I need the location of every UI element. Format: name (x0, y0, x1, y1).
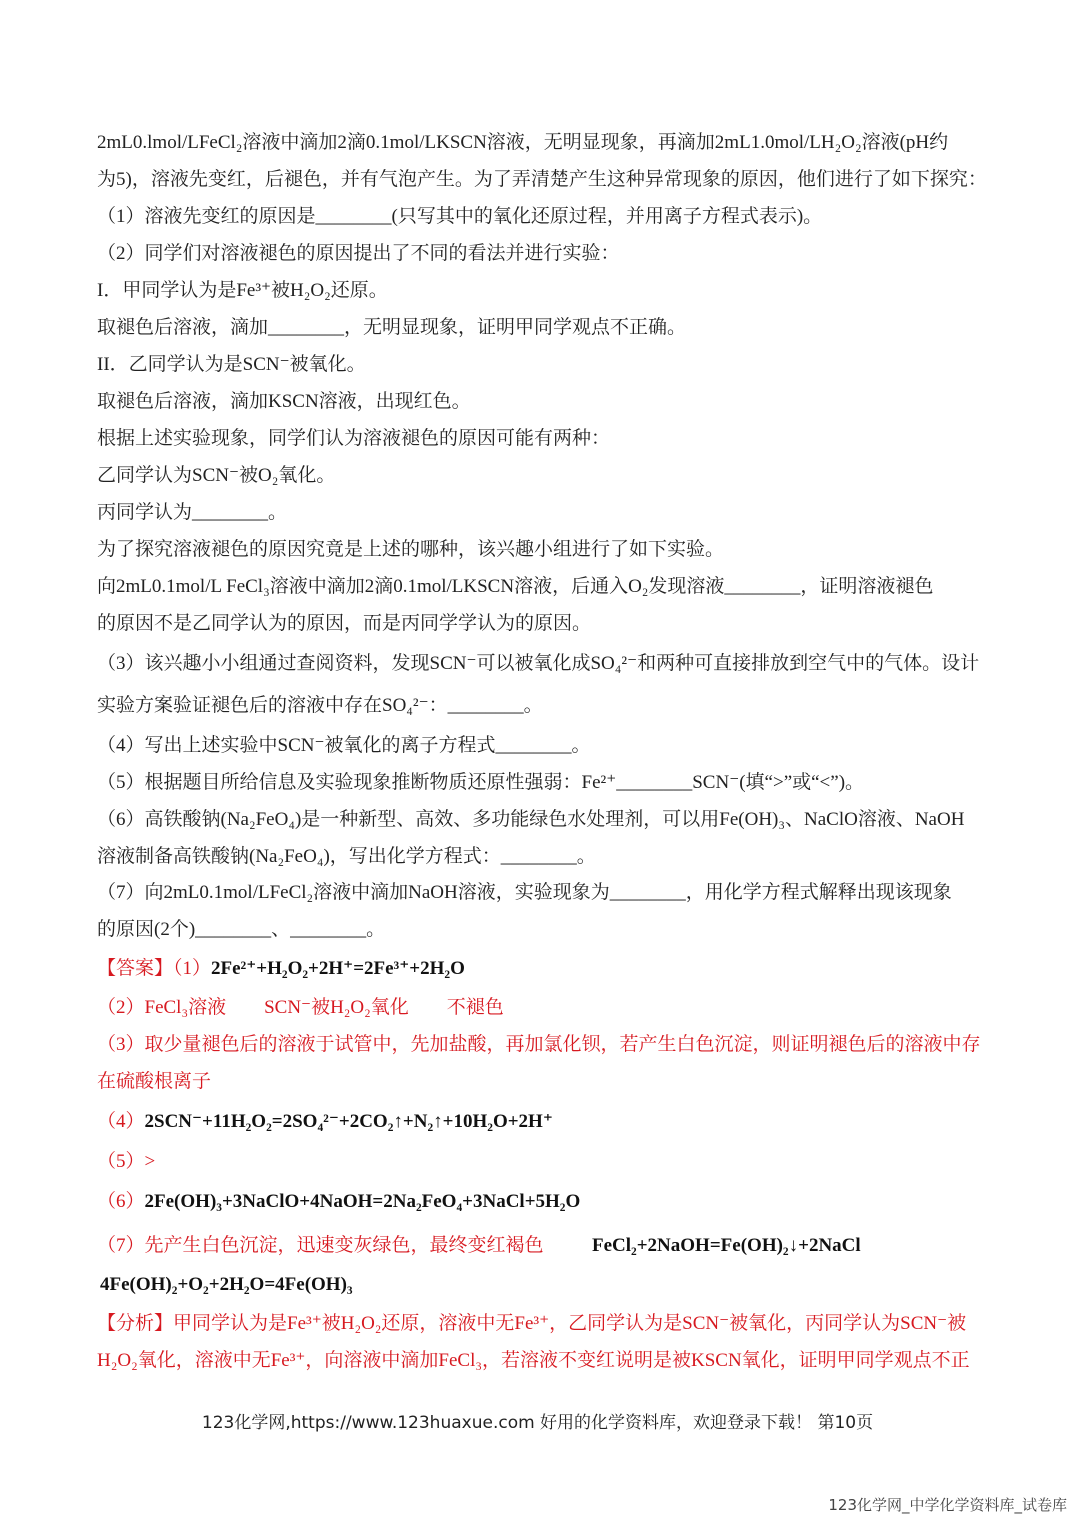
answer-2: （2）FeCl₃溶液 SCN⁻被H₂O₂氧化 不褪色 (97, 997, 504, 1018)
page-footer: 123化学网,https://www.123huaxue.com 好用的化学资料库，欢迎登录下载！ 第10页 (201, 1413, 874, 1433)
q-line-14: 的原因不是乙同学认为的原因，而是丙同学学认为的原因。 (97, 613, 592, 634)
q2-line: （2）同学们对溶液褪色的原因提出了不同的看法并进行实验： (97, 243, 620, 264)
q-line-13: 向2mL0.1mol/L FeCl₃溶液中滴加2滴0.1mol/LKSCN溶液，后通入O₂发现溶液________，证明溶液褪色 (97, 576, 934, 597)
q4-line: （4）写出上述实验中SCN⁻被氧化的离子方程式________。 (97, 735, 591, 756)
q-line-9: 根据上述实验现象，同学们认为溶液褪色的原因可能有两种： (97, 428, 611, 449)
q-line-2: 为5)，溶液先变红，后褪色，并有气泡产生。为了弄清楚产生这种异常现象的原因，他们进行了如下探究： (97, 169, 987, 190)
q7-line-1: （7）向2mL0.1mol/LFeCl₂溶液中滴加NaOH溶液，实验现象为________，用化学方程式解释出现该现象 (97, 882, 952, 903)
q2-ii-test-line: 取褪色后溶液，滴加KSCN溶液，出现红色。 (97, 391, 471, 412)
q3-line-1: （3）该兴趣小小组通过查阅资料，发现SCN⁻可以被氧化成SO₄²⁻和两种可直接排放到空气中的气体。设计 (97, 653, 980, 674)
answer-1-label: 【答案】（1） (97, 958, 212, 979)
answer-4-equation: 2SCN⁻+11H₂O₂=2SO₄²⁻+2CO₂↑+N₂↑+10H₂O+2H⁺ (144, 1111, 553, 1132)
q5-line: （5）根据题目所给信息及实验现象推断物质还原性强弱：Fe²⁺________SCN⁻(填“>”或“<”)。 (97, 772, 865, 793)
q1-line: （1）溶液先变红的原因是________(只写其中的氧化还原过程，并用离子方程式表示)。 (97, 206, 823, 227)
answer-6 (97, 1190, 580, 1214)
answer-3-line-2: 在硫酸根离子 (97, 1071, 212, 1092)
answer-3-line-1: （3）取少量褪色后的溶液于试管中，先加盐酸，再加氯化钡，若产生白色沉淀，则证明褪色后的溶液中存 (97, 1034, 981, 1055)
answer-4-label: （4） (97, 1111, 145, 1132)
analysis-line-1: 【分析】甲同学认为是Fe³⁺被H₂O₂还原，溶液中无Fe³⁺，乙同学认为是SCN⁻被氧化，丙同学认为SCN⁻被 (97, 1313, 967, 1334)
answer-5: （5）> (97, 1151, 156, 1172)
answer-7-equation-1: FeCl₂+2NaOH=Fe(OH)₂↓+2NaCl (592, 1235, 861, 1256)
answer-7-equation-2: 4Fe(OH)₂+O₂+2H₂O=4Fe(OH)₃ (100, 1274, 353, 1295)
q6-line-1: （6）高铁酸钠(Na₂FeO₄)是一种新型、高效、多功能绿色水处理剂，可以用Fe(OH)₃、NaClO溶液、NaOH (97, 809, 965, 830)
q7-line-2: 的原因(2个)________、________。 (97, 919, 386, 940)
q2-ii-line: II．乙同学认为是SCN⁻被氧化。 (97, 354, 366, 375)
answer-7-label: （7）先产生白色沉淀，迅速变灰绿色，最终变红褐色 (97, 1235, 544, 1256)
q-line-12: 为了探究溶液褪色的原因究竟是上述的哪种，该兴趣小组进行了如下实验。 (97, 539, 725, 560)
answer-4 (97, 1110, 553, 1134)
analysis-line-2: H₂O₂氧化，溶液中无Fe³⁺，向溶液中滴加FeCl₃，若溶液不变红说明是被KSCN氧化，证明甲同学观点不正 (97, 1350, 970, 1371)
q-line-1: 2mL0.lmol/LFeCl₂溶液中滴加2滴0.1mol/LKSCN溶液，无明显现象，再滴加2mL1.0mol/LH₂O₂溶液(pH约 (97, 132, 949, 153)
q2-i-line: I．甲同学认为是Fe³⁺被H₂O₂还原。 (97, 280, 388, 301)
q6-line-2: 溶液制备高铁酸钠(Na₂FeO₄)，写出化学方程式：________。 (97, 846, 596, 867)
answer-7 (97, 1234, 544, 1258)
watermark: 123化学网_中学化学资料库_试卷库 (828, 1496, 1067, 1514)
answer-1 (97, 957, 465, 981)
q-line-10: 乙同学认为SCN⁻被O₂氧化。 (97, 465, 336, 486)
q3-line-2: 实验方案验证褪色后的溶液中存在SO₄²⁻：________。 (97, 695, 543, 716)
answer-1-equation: 2Fe²⁺+H₂O₂+2H⁺=2Fe³⁺+2H₂O (211, 958, 465, 979)
answer-6-label: （6） (97, 1191, 145, 1212)
q2-i-test-line: 取褪色后溶液，滴加________，无明显现象，证明甲同学观点不正确。 (97, 317, 687, 338)
q-line-11: 丙同学认为________。 (97, 502, 288, 523)
answer-6-equation: 2Fe(OH)₃+3NaClO+4NaOH=2Na₂FeO₄+3NaCl+5H₂O (144, 1191, 581, 1212)
